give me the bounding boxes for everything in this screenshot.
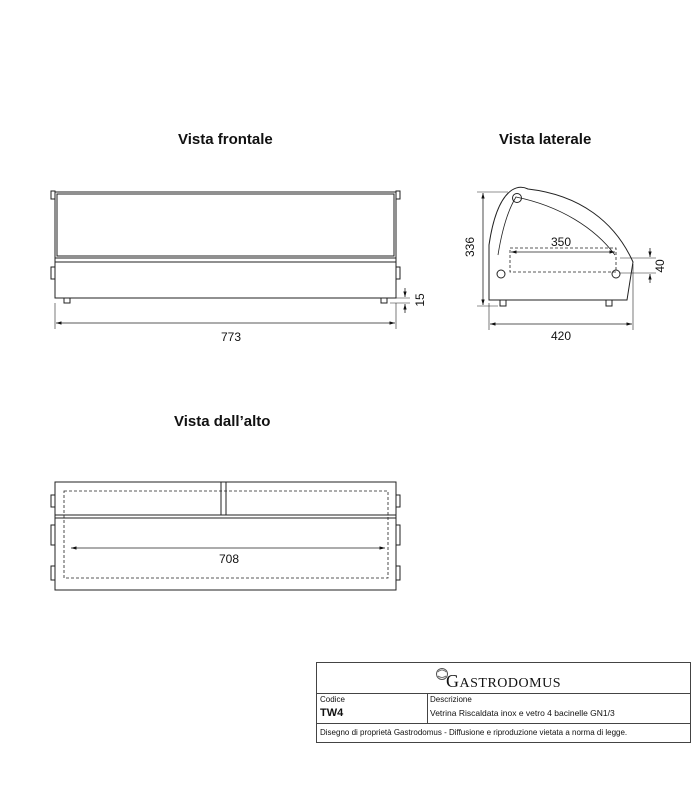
brand-initial: G (446, 671, 460, 691)
brand-name (317, 671, 690, 692)
dim-773: 773 (220, 330, 242, 344)
dim-708: 708 (218, 552, 240, 566)
description-value: Vetrina Riscaldata inox e vetro 4 bacinelle GN1/3 (430, 708, 615, 718)
dim-420: 420 (550, 329, 572, 343)
front-foot-right (381, 298, 387, 303)
copyright-notice: Disegno di proprietà Gastrodomus - Diffusione e riproduzione vietata a norma di legge. (320, 728, 628, 737)
title-block (316, 662, 691, 743)
top-view-title: Vista dall’alto (174, 413, 271, 430)
code-value: TW4 (320, 707, 344, 719)
top-view (51, 482, 400, 590)
side-foot-left (500, 300, 506, 306)
description-label: Descrizione (430, 695, 472, 704)
front-outline (55, 192, 396, 298)
code-cell (317, 693, 428, 723)
brand-rest: ASTRODOMUS (459, 676, 561, 691)
front-glass (57, 194, 394, 256)
code-label: Codice (320, 695, 345, 704)
description-cell (427, 693, 690, 723)
side-view-title: Vista laterale (499, 131, 592, 148)
front-foot-left (64, 298, 70, 303)
front-view-title: Vista frontale (178, 131, 273, 148)
dim-40: 40 (653, 259, 667, 273)
title-block-brand-row (317, 663, 690, 694)
title-block-info-row (317, 693, 690, 724)
dim-350: 350 (550, 235, 572, 249)
dim-336: 336 (463, 236, 477, 258)
side-foot-right (606, 300, 612, 306)
front-view (51, 191, 410, 329)
side-view (477, 187, 656, 330)
dim-15: 15 (413, 293, 427, 307)
